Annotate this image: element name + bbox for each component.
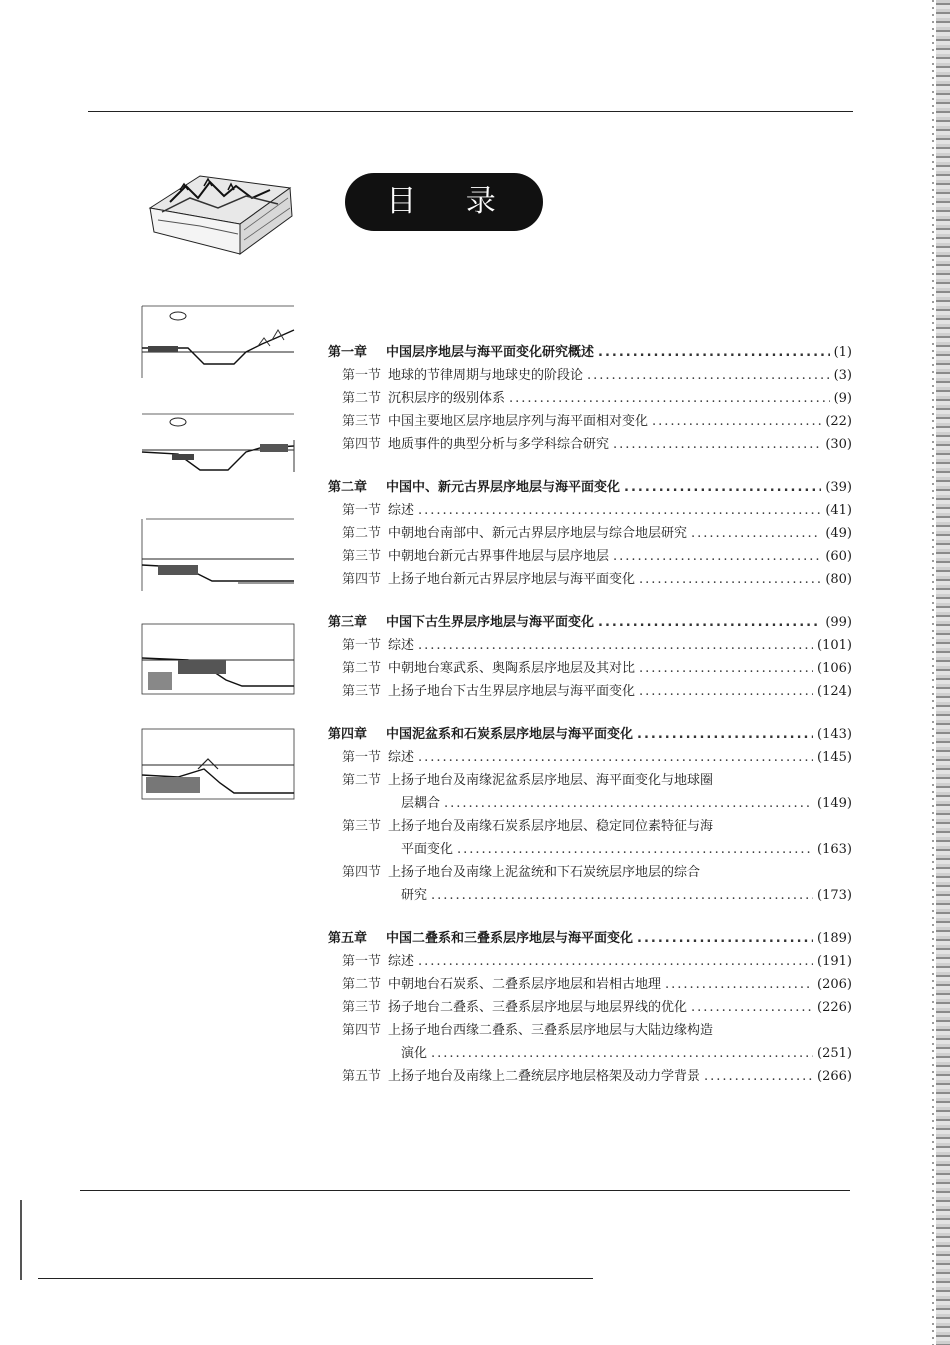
chapter-number: 第四章 [328, 727, 368, 742]
section-title: 中朝地台南部中、新元古界层序地层与综合地层研究 [388, 526, 688, 541]
leader-dots [509, 391, 830, 406]
cross-section-figure-3 [138, 515, 298, 595]
leader-dots [431, 1046, 813, 1061]
toc-section-entry[interactable] [328, 657, 852, 680]
chapter-number: 第五章 [328, 931, 368, 946]
toc-section-entry[interactable] [328, 815, 852, 838]
page-number: (143) [817, 727, 852, 742]
chapter-title: 中国二叠系和三叠系层序地层与海平面变化 [386, 931, 634, 946]
leader-dots [691, 526, 821, 541]
section-number: 第一节 [342, 750, 382, 765]
toc-section-entry[interactable] [328, 634, 852, 657]
page-number: (101) [817, 638, 852, 653]
leader-dots [613, 437, 821, 452]
toc-section-entry[interactable] [328, 364, 852, 387]
terrain-block-illustration [140, 168, 300, 260]
page-number: (226) [817, 1000, 852, 1015]
leader-dots [613, 549, 821, 564]
leader-dots [637, 727, 813, 742]
section-number: 第五节 [342, 1069, 382, 1084]
page-number: (99) [825, 615, 852, 630]
section-number: 第四节 [342, 1023, 382, 1038]
leader-dots [624, 480, 821, 495]
toc-chapter-entry[interactable] [328, 927, 852, 950]
chapter-title: 中国下古生界层序地层与海平面变化 [386, 615, 595, 630]
cross-section-figure-5 [138, 725, 298, 805]
page-number: (30) [825, 437, 852, 452]
toc-section-entry[interactable] [328, 950, 852, 973]
section-number: 第一节 [342, 503, 382, 518]
toc-section-entry[interactable] [328, 499, 852, 522]
section-title: 综述 [388, 750, 415, 765]
section-number: 第二节 [342, 526, 382, 541]
leader-dots [431, 888, 813, 903]
toc-section-entry[interactable] [328, 568, 852, 591]
section-number: 第二节 [342, 661, 382, 676]
section-title: 中朝地台寒武系、奥陶系层序地层及其对比 [388, 661, 636, 676]
section-number: 第二节 [342, 977, 382, 992]
leader-dots [444, 796, 813, 811]
leader-dots [598, 345, 830, 360]
chapter-number: 第二章 [328, 480, 368, 495]
section-title: 地质事件的典型分析与多学科综合研究 [388, 437, 610, 452]
section-title: 上扬子地台西缘二叠系、三叠系层序地层与大陆边缘构造 [388, 1023, 714, 1038]
footer-rule [38, 1278, 593, 1279]
chapter-title: 中国中、新元古界层序地层与海平面变化 [386, 480, 621, 495]
toc-section-entry[interactable] [328, 410, 852, 433]
toc-chapter [328, 341, 852, 456]
section-title: 上扬子地台及南缘石炭系层序地层、稳定同位素特征与海 [388, 819, 714, 834]
section-number: 第一节 [342, 954, 382, 969]
section-title-continued: 演化 [401, 1046, 428, 1061]
leader-dots [418, 954, 813, 969]
top-rule [88, 111, 853, 112]
section-number: 第四节 [342, 865, 382, 880]
toc-section-entry[interactable] [328, 973, 852, 996]
section-title: 沉积层序的级别体系 [388, 391, 506, 406]
toc-chapter [328, 723, 852, 907]
title-badge [345, 173, 543, 231]
toc-section-entry[interactable] [328, 746, 852, 769]
chapter-title: 中国泥盆系和石炭系层序地层与海平面变化 [386, 727, 634, 742]
chapter-number: 第三章 [328, 615, 368, 630]
toc-chapter-entry[interactable] [328, 723, 852, 746]
scan-edge [936, 0, 950, 1345]
section-number: 第三节 [342, 549, 382, 564]
leader-dots [639, 572, 821, 587]
toc-section-entry-continued[interactable] [328, 1042, 852, 1065]
leader-dots [418, 638, 813, 653]
leader-dots [637, 931, 813, 946]
page-number: (60) [825, 549, 852, 564]
leader-dots [691, 1000, 813, 1015]
section-number: 第一节 [342, 368, 382, 383]
section-number: 第三节 [342, 414, 382, 429]
chapter-title: 中国层序地层与海平面变化研究概述 [386, 345, 595, 360]
toc-section-entry[interactable] [328, 1065, 852, 1088]
toc-section-entry-continued[interactable] [328, 838, 852, 861]
toc-section-entry[interactable] [328, 996, 852, 1019]
leader-dots [457, 842, 813, 857]
page-title: 目 录 [386, 184, 516, 219]
page-number: (22) [825, 414, 852, 429]
page-number: (191) [817, 954, 852, 969]
section-title: 综述 [388, 638, 415, 653]
page-number: (189) [817, 931, 852, 946]
section-title-continued: 层耦合 [401, 796, 441, 811]
section-title: 上扬子地台及南缘上泥盆统和下石炭统层序地层的综合 [388, 865, 701, 880]
section-title: 地球的节律周期与地球史的阶段论 [388, 368, 584, 383]
toc-chapter-entry[interactable] [328, 341, 852, 364]
leader-dots [587, 368, 830, 383]
section-title: 上扬子地台下古生界层序地层与海平面变化 [388, 684, 636, 699]
bottom-rule [80, 1190, 850, 1191]
leader-dots [418, 503, 821, 518]
section-number: 第三节 [342, 1000, 382, 1015]
scan-left-edge [20, 1200, 22, 1280]
toc-section-entry[interactable] [328, 545, 852, 568]
section-title: 综述 [388, 954, 415, 969]
section-title: 中朝地台新元古界事件地层与层序地层 [388, 549, 610, 564]
section-title: 中朝地台石炭系、二叠系层序地层和岩相古地理 [388, 977, 662, 992]
chapter-number: 第一章 [328, 345, 368, 360]
cross-section-figure-1 [138, 302, 298, 382]
page-number: (106) [817, 661, 852, 676]
leader-dots [652, 414, 821, 429]
leader-dots [418, 750, 813, 765]
section-title-continued: 平面变化 [401, 842, 454, 857]
toc-section-entry[interactable] [328, 861, 852, 884]
page-number: (251) [817, 1046, 852, 1061]
section-title: 上扬子地台新元古界层序地层与海平面变化 [388, 572, 636, 587]
page-number: (149) [817, 796, 852, 811]
section-title: 中国主要地区层序地层序列与海平面相对变化 [388, 414, 649, 429]
page-number: (9) [833, 391, 852, 406]
section-number: 第一节 [342, 638, 382, 653]
page-number: (1) [833, 345, 852, 360]
toc-section-entry[interactable] [328, 522, 852, 545]
toc-section-entry[interactable] [328, 680, 852, 703]
toc-section-entry[interactable] [328, 387, 852, 410]
section-number: 第三节 [342, 819, 382, 834]
leader-dots [704, 1069, 813, 1084]
section-number: 第三节 [342, 684, 382, 699]
section-title: 上扬子地台及南缘上二叠统层序地层格架及动力学背景 [388, 1069, 701, 1084]
cross-section-figure-2 [138, 410, 298, 490]
page-number: (80) [825, 572, 852, 587]
page-number: (3) [833, 368, 852, 383]
table-of-contents [328, 341, 852, 1108]
toc-chapter [328, 476, 852, 591]
toc-section-entry[interactable] [328, 1019, 852, 1042]
leader-dots [665, 977, 813, 992]
page-number: (206) [817, 977, 852, 992]
toc-section-entry-continued[interactable] [328, 792, 852, 815]
toc-section-entry[interactable] [328, 769, 852, 792]
toc-chapter-entry[interactable] [328, 611, 852, 634]
section-title: 综述 [388, 503, 415, 518]
section-number: 第二节 [342, 773, 382, 788]
section-number: 第二节 [342, 391, 382, 406]
section-title: 上扬子地台及南缘泥盆系层序地层、海平面变化与地球圈 [388, 773, 714, 788]
leader-dots [639, 684, 813, 699]
page-number: (124) [817, 684, 852, 699]
scan-edge-dots [932, 0, 934, 1345]
section-title: 扬子地台二叠系、三叠系层序地层与地层界线的优化 [388, 1000, 688, 1015]
page-number: (41) [825, 503, 852, 518]
toc-chapter [328, 927, 852, 1088]
page-number: (163) [817, 842, 852, 857]
leader-dots [639, 661, 813, 676]
section-number: 第四节 [342, 572, 382, 587]
page-number: (39) [825, 480, 852, 495]
page-number: (266) [817, 1069, 852, 1084]
toc-section-entry[interactable] [328, 433, 852, 456]
page-number: (49) [825, 526, 852, 541]
cross-section-figure-4 [138, 620, 298, 700]
toc-chapter-entry[interactable] [328, 476, 852, 499]
section-title-continued: 研究 [401, 888, 428, 903]
toc-section-entry-continued[interactable] [328, 884, 852, 907]
page-number: (173) [817, 888, 852, 903]
leader-dots [598, 615, 821, 630]
page-number: (145) [817, 750, 852, 765]
section-number: 第四节 [342, 437, 382, 452]
toc-chapter [328, 611, 852, 703]
